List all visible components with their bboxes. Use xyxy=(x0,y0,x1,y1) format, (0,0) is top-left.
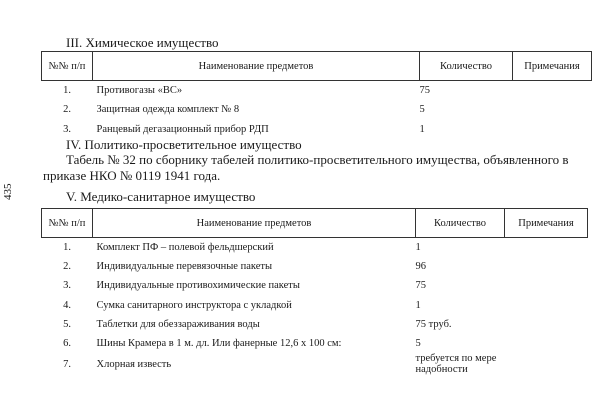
row-qty: 75 xyxy=(419,85,430,96)
header-note: Примечания xyxy=(513,52,592,81)
section-4-heading: IV. Политико-просветительное имущество xyxy=(66,137,302,152)
row-name: Шины Крамера в 1 м. дл. Или фанерные 12,6 х 100 см: xyxy=(96,338,342,350)
row-num: 4. xyxy=(63,299,71,311)
row-name: Индивидуальные перевязочные пакеты xyxy=(96,260,273,272)
row-note xyxy=(505,276,588,295)
medical-property-table xyxy=(41,208,588,375)
row-note xyxy=(505,315,588,334)
table-header-row xyxy=(42,52,592,81)
table-row xyxy=(42,100,592,120)
table-row xyxy=(42,257,588,276)
row-qty: 1 xyxy=(415,299,421,311)
header-qty: Количество xyxy=(416,209,505,238)
row-num: 6. xyxy=(63,338,71,350)
section-4-text: Табель № 32 по сборнику табелей политико-просветительного имущества, объявленного в приказе НКО № 0119 1941 года. xyxy=(43,152,569,183)
row-qty: 1 xyxy=(419,123,425,135)
header-qty: Количество xyxy=(420,52,513,81)
row-num: 2. xyxy=(63,104,71,116)
row-num: 1. xyxy=(63,241,71,253)
row-qty: требуется по мере надобности xyxy=(415,353,497,376)
row-qty: 5 xyxy=(419,104,425,116)
header-num: №№ п/п xyxy=(42,52,93,81)
row-note xyxy=(505,257,588,276)
row-qty: 75 труб. xyxy=(415,318,452,330)
row-note xyxy=(505,353,588,375)
row-name: Сумка санитарного инструктора с укладкой xyxy=(96,299,292,311)
table-header-row xyxy=(42,209,588,238)
table-row xyxy=(42,276,588,295)
header-num: №№ п/п xyxy=(42,209,93,238)
table-row xyxy=(42,315,588,334)
row-qty: 5 xyxy=(415,338,421,350)
row-num: 2. xyxy=(63,260,71,272)
header-note: Примечания xyxy=(505,209,588,238)
table-row xyxy=(42,295,588,314)
row-name: Таблетки для обеззараживания воды xyxy=(96,318,260,330)
row-name: Ранцевый дегазационный прибор РДП xyxy=(96,123,269,135)
row-name: Защитная одежда комплект № 8 xyxy=(96,104,240,116)
row-qty: 1 xyxy=(415,241,421,253)
row-note xyxy=(505,334,588,353)
row-note xyxy=(505,238,588,257)
chemical-property-table xyxy=(41,51,592,139)
section-5-heading: V. Медико-санитарное имущество xyxy=(66,189,256,204)
row-name: Комплект ПФ – полевой фельдшерский xyxy=(96,241,274,253)
row-num: 5. xyxy=(63,318,71,330)
table-row xyxy=(42,81,592,101)
row-note xyxy=(513,120,592,140)
header-name: Наименование предметов xyxy=(93,209,416,238)
row-num: 1. xyxy=(63,85,71,96)
table-row xyxy=(42,353,588,375)
row-num: 7. xyxy=(63,358,71,370)
row-num: 3. xyxy=(63,123,71,135)
row-qty: 75 xyxy=(415,280,426,292)
row-note xyxy=(513,81,592,101)
row-note xyxy=(513,100,592,120)
table-row xyxy=(42,238,588,257)
page-number: 435 xyxy=(2,183,14,200)
row-num: 3. xyxy=(63,280,71,292)
row-name: Хлорная известь xyxy=(96,358,172,370)
row-name: Индивидуальные противохимические пакеты xyxy=(96,280,300,292)
header-name: Наименование предметов xyxy=(93,52,420,81)
section-3-heading: III. Химическое имущество xyxy=(66,35,219,50)
row-note xyxy=(505,295,588,314)
table-row xyxy=(42,334,588,353)
row-name: Противогазы «ВС» xyxy=(96,85,183,96)
row-qty: 96 xyxy=(415,260,426,272)
